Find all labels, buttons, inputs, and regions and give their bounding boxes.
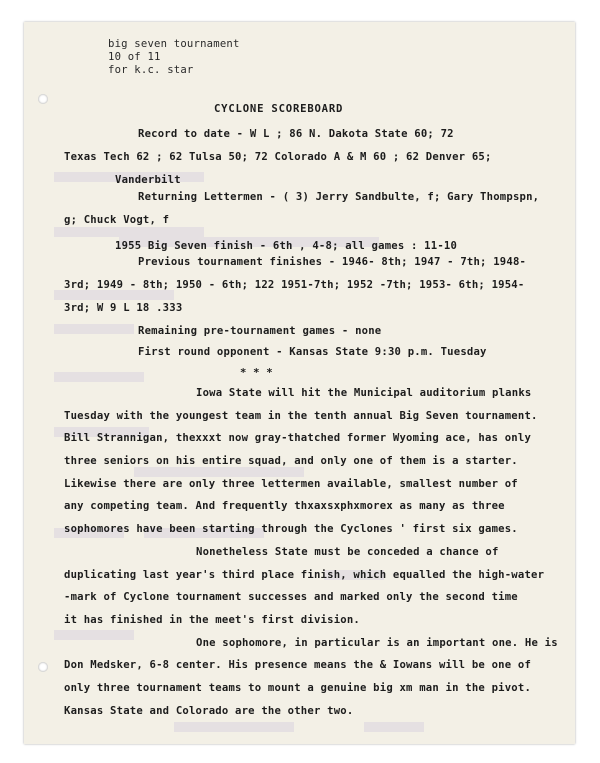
previous-line-2: 3rd; 1949 - 8th; 1950 - 6th; 122 1951-7th; 1952 -7th; 1953- 6th; 1954- [64,279,525,291]
first-round-line: First round opponent - Kansas State 9:30 p.m. Tuesday [138,346,487,358]
body-line: Don Medsker, 6-8 center. His presence means the & Iowans will be one of [64,659,532,671]
header-line-1: big seven tournament [108,38,240,50]
previous-line-3: 3rd; W 9 L 18 .333 [64,302,183,314]
body-line: Tuesday with the youngest team in the tenth annual Big Seven tournament. [64,410,538,422]
body-line: duplicating last year's third place finish, which equalled the high-water [64,569,545,581]
punch-hole [38,662,48,672]
finish-line: 1955 Big Seven finish - 6th , 4-8; all games : 11-10 [115,240,458,252]
page-title: CYCLONE SCOREBOARD [214,103,344,115]
record-line-1: Record to date - W L ; 86 N. Dakota State 60; 72 [138,128,454,140]
punch-hole [38,94,48,104]
remaining-line: Remaining pre-tournament games - none [138,325,382,337]
body-line: One sophomore, in particular is an important one. He is [196,637,558,649]
record-line-2: Texas Tech 62 ; 62 Tulsa 50; 72 Colorado A & M 60 ; 62 Denver 65; [64,151,492,163]
body-line: Bill Strannigan, thexxxt now gray-thatched former Wyoming ace, has only [64,432,532,444]
header-line-3: for k.c. star [108,64,194,76]
body-line: sophomores have been starting through the Cyclones ' first six games. [64,523,518,535]
body-line: Kansas State and Colorado are the other two. [64,705,354,717]
body-line: Nonetheless State must be conceded a chance of [196,546,499,558]
record-line-3: Vanderbilt [115,174,181,186]
body-line: -mark of Cyclone tournament successes and marked only the second time [64,591,518,603]
body-line: Iowa State will hit the Municipal auditorium planks [196,387,532,399]
body-line: any competing team. And frequently thxaxsxphxmorex as many as three [64,500,505,512]
section-divider: * * * [240,367,273,379]
body-line: Likewise there are only three lettermen available, smallest number of [64,478,518,490]
header-line-2: 10 of 11 [108,51,161,63]
body-line: it has finished in the meet's first division. [64,614,361,626]
returning-line-2: g; Chuck Vogt, f [64,214,170,226]
body-line: only three tournament teams to mount a genuine big xm man in the pivot. [64,682,532,694]
previous-line-1: Previous tournament finishes - 1946- 8th; 1947 - 7th; 1948- [138,256,527,268]
returning-line-1: Returning Lettermen - ( 3) Jerry Sandbulte, f; Gary Thompspn, [138,191,540,203]
body-line: three seniors on his entire squad, and only one of them is a starter. [64,455,518,467]
